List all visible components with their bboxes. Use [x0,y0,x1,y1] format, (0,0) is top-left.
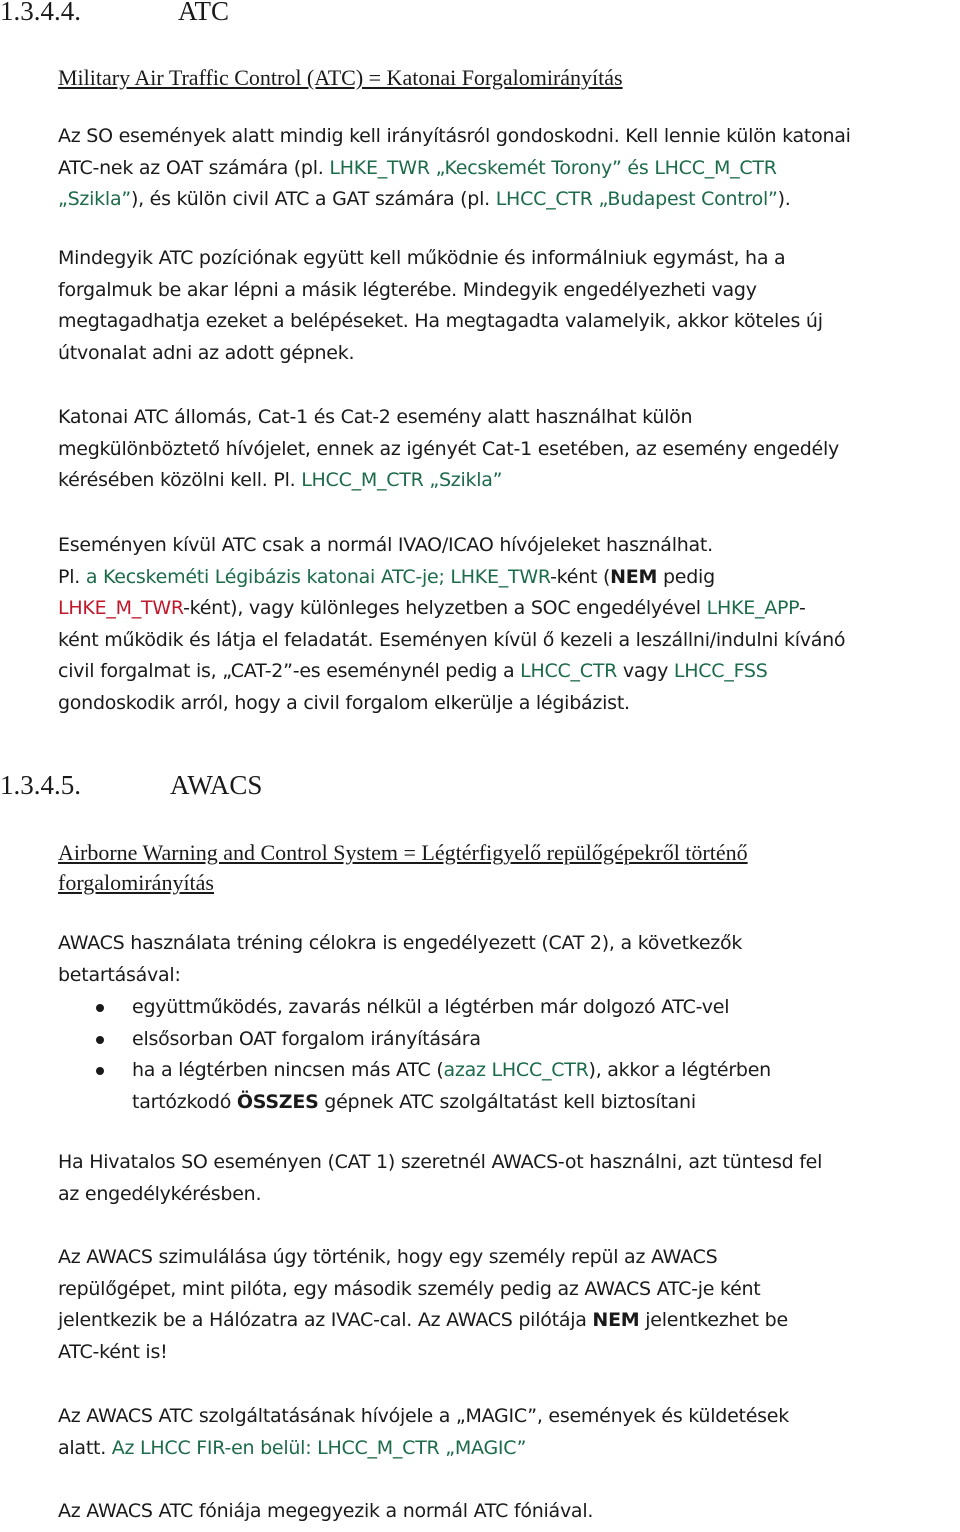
text-line: megtagadhatja ezeket a belépéseket. Ha megtagadta valamelyik, akkor köteles új [58,310,823,332]
text-line: az engedélykérésben. [58,1182,262,1205]
paragraph-phonetics [58,1496,958,1528]
paragraph-cooperation [58,243,958,369]
text-line: Az AWACS szimulálása úgy történik, hogy egy személy repül az AWACS [58,1246,718,1268]
section-subtitle: Airborne Warning and Control System = Légtérfigyelő repülőgépekről történő forgalomirányítás [58,840,748,895]
bullet-icon [96,1004,104,1012]
text-line: gondoskodik arról, hogy a civil forgalom elkerülje a légibázist. [58,691,630,714]
text-line: forgalmuk be akar lépni a másik légterébe. Mindegyik engedélyezheti vagy [58,278,757,301]
text-line: AWACS használata tréning célokra is engedélyezett (CAT 2), a következők [58,932,743,954]
text-line: ként működik és látja el feladatát. Eseményen kívül ő kezeli a leszállni/indulni kívánó [58,628,846,651]
text-line: Az AWACS ATC szolgáltatásának hívójele a „MAGIC”, események és küldetések [58,1405,789,1427]
text-line: Az SO események alatt mindig kell irányításról gondoskodni. Kell lennie külön katonai [58,125,851,147]
callsign-text: azaz LHCC_CTR [443,1059,589,1081]
section-heading-atc [0,0,229,26]
list-item: ha a légtérben nincsen más ATC (azaz LHCC_CTR), akkor a légtérben tartózkodó ÖSSZES gépnek ATC szolgáltatást kell biztosítani [58,1055,771,1118]
section-number: 1.3.4.5. [0,770,81,800]
text-line: jelentkezik be a Hálózatra az IVAC-cal. Az AWACS pilótája NEM jelentkezhet be [58,1309,788,1331]
section-number: 1.3.4.4. [0,0,81,26]
text-line: alatt. Az LHCC FIR-en belül: LHCC_M_CTR „MAGIC” [58,1436,527,1459]
text-line: Mindegyik ATC pozíciónak együtt kell működnie és informálniuk egymást, ha a [58,247,786,269]
text-line: LHKE_M_TWR-ként), vagy különleges helyzetben a SOC engedélyével LHKE_APP- [58,597,806,619]
callsign-text: LHCC_M_CTR „Szikla” [301,469,503,491]
text-line: civil forgalmat is, „CAT-2”-es eseménynél pedig a LHCC_CTR vagy LHCC_FSS [58,660,768,682]
section-title: AWACS [170,770,263,800]
text-line: útvonalat adni az adott gépnek. [58,341,355,364]
callsign-text: Az LHCC FIR-en belül: LHCC_M_CTR „MAGIC” [111,1436,527,1459]
callsign-text: LHCC_CTR „Budapest Control” [495,188,778,210]
bullet-icon [96,1067,104,1075]
text-line: betartásával: [58,963,181,986]
paragraph-simulation [58,1242,958,1368]
text-line: Pl. a Kecskeméti Légibázis katonai ATC-je; LHKE_TWR-ként (NEM pedig [58,565,715,588]
section-title: ATC [178,0,230,26]
callsign-text: „Szikla” [58,188,131,210]
text-line: ATC-ként is! [58,1340,168,1363]
section-subtitle: Military Air Traffic Control (ATC) = Katonai Forgalomirányítás [58,65,623,90]
paragraph-outside-event [58,530,958,719]
bullet-icon [96,1036,104,1044]
text-line: Az AWACS ATC fóniája megegyezik a normál ATC fóniával. [58,1500,594,1522]
text-line: Eseményen kívül ATC csak a normál IVAO/ICAO hívójeleket használhat. [58,534,713,556]
paragraph-military-station [58,402,958,497]
paragraph-callsign-magic [58,1401,958,1464]
paragraph-so-events [58,121,958,216]
paragraph-official-event [58,1147,958,1210]
list-item: elsősorban OAT forgalom irányítására [58,1024,771,1056]
callsign-text: LHCC_CTR [520,660,618,682]
text-line: Ha Hivatalos SO eseményen (CAT 1) szeretnél AWACS-ot használni, azt tüntesd fel [58,1151,823,1173]
text-line: „Szikla”), és külön civil ATC a GAT számára (pl. LHCC_CTR „Budapest Control”). [58,188,791,210]
text-line: megkülönböztető hívójelet, ennek az igényét Cat-1 esetében, az esemény engedély [58,437,839,460]
text-line: repülőgépet, mint pilóta, egy második személy pedig az AWACS ATC-je ként [58,1277,761,1300]
text-line: ATC-nek az OAT számára (pl. LHKE_TWR „Kecskemét Torony” és LHCC_M_CTR [58,156,777,179]
callsign-text: LHKE_M_TWR [58,597,184,619]
list-item: együttműködés, zavarás nélkül a légtérben már dolgozó ATC-vel [58,992,771,1024]
bullet-list [58,992,771,1118]
callsign-text: LHKE_TWR [450,565,551,588]
text-line: kérésében közölni kell. Pl. LHCC_M_CTR „Szikla” [58,469,503,491]
callsign-text: LHKE_TWR „Kecskemét Torony” és LHCC_M_CTR [329,156,777,179]
paragraph-awacs-training [58,928,958,991]
callsign-text: LHKE_APP [706,597,799,619]
section-heading-awacs [0,770,262,800]
callsign-text: LHCC_FSS [673,660,768,682]
text-line: Katonai ATC állomás, Cat-1 és Cat-2 esemény alatt használhat külön [58,406,693,428]
